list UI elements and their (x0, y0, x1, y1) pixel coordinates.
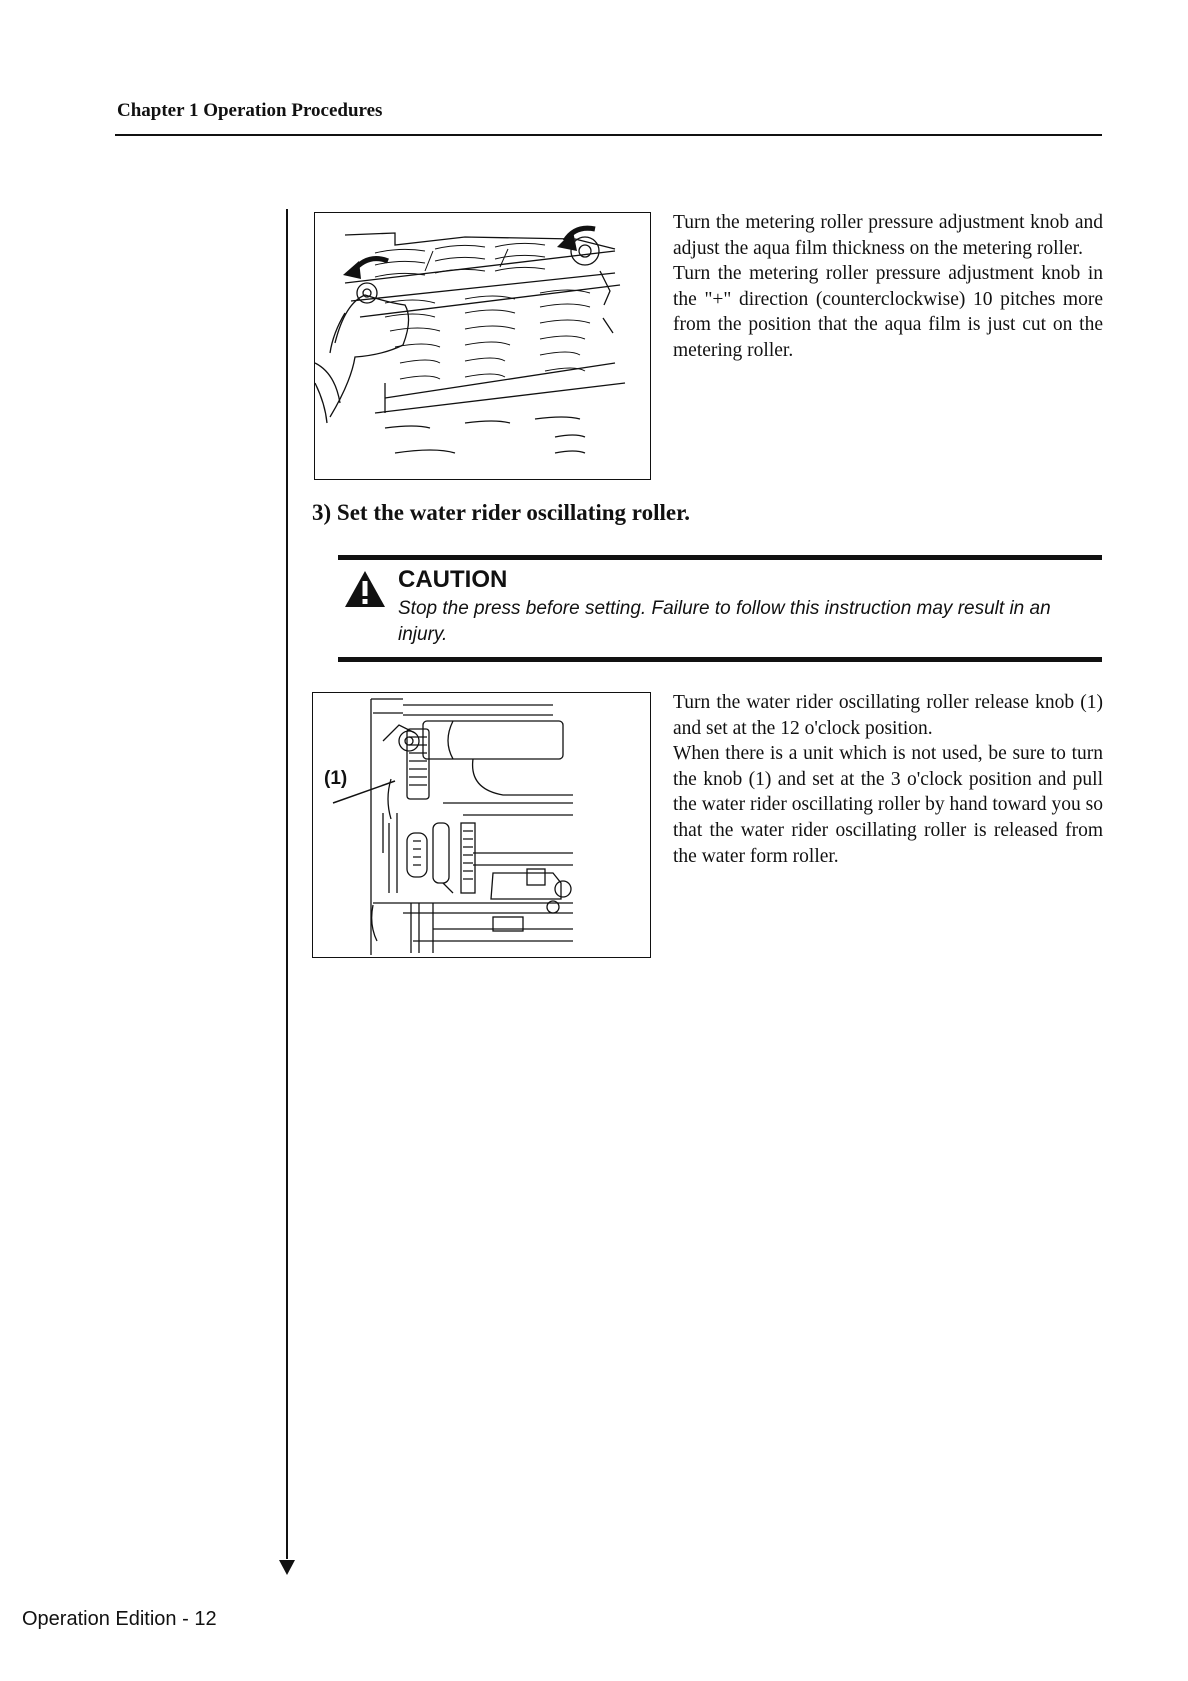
procedure-flow-line (286, 209, 288, 1559)
water-rider-roller-figure (312, 692, 651, 958)
header-divider (115, 134, 1102, 136)
page-footer: Operation Edition - 12 (22, 1608, 217, 1630)
callout-label: (1) (324, 768, 348, 789)
instruction-paragraph: Turn the metering roller pressure adjustment knob in the "+" direction (counterclockwise) 10 pitches more from the position that the aqua film is just cut on the metering roller. (673, 263, 1103, 361)
instruction-paragraph: Turn the metering roller pressure adjustment knob and adjust the aqua film thickness on the metering roller. (673, 212, 1103, 259)
caution-text: Stop the press before setting. Failure to follow this instruction may result in an injury. (398, 598, 1051, 645)
warning-triangle-icon (344, 570, 386, 608)
metering-roller-knob-illustration-icon (315, 213, 649, 478)
metering-roller-instructions (673, 210, 1103, 364)
flow-arrow-down-icon (278, 1558, 296, 1576)
step-heading: 3) Set the water rider oscillating roller. (312, 500, 690, 525)
instruction-paragraph: Turn the water rider oscillating roller release knob (1) and set at the 12 o'clock position. (673, 692, 1103, 739)
water-rider-instructions (673, 690, 1103, 869)
caution-title: CAUTION (398, 566, 508, 593)
caution-bottom-rule (338, 657, 1102, 662)
chapter-title: Chapter 1 Operation Procedures (117, 100, 383, 121)
water-rider-roller-illustration-icon (313, 693, 649, 956)
instruction-paragraph: When there is a unit which is not used, be sure to turn the knob (1) and set at the 3 o'clock position and pull the water rider oscillating roller by hand toward you so that the water rider oscillating roller is released from the water form roller. (673, 743, 1103, 867)
metering-roller-figure (314, 212, 651, 480)
caution-top-rule (338, 555, 1102, 560)
